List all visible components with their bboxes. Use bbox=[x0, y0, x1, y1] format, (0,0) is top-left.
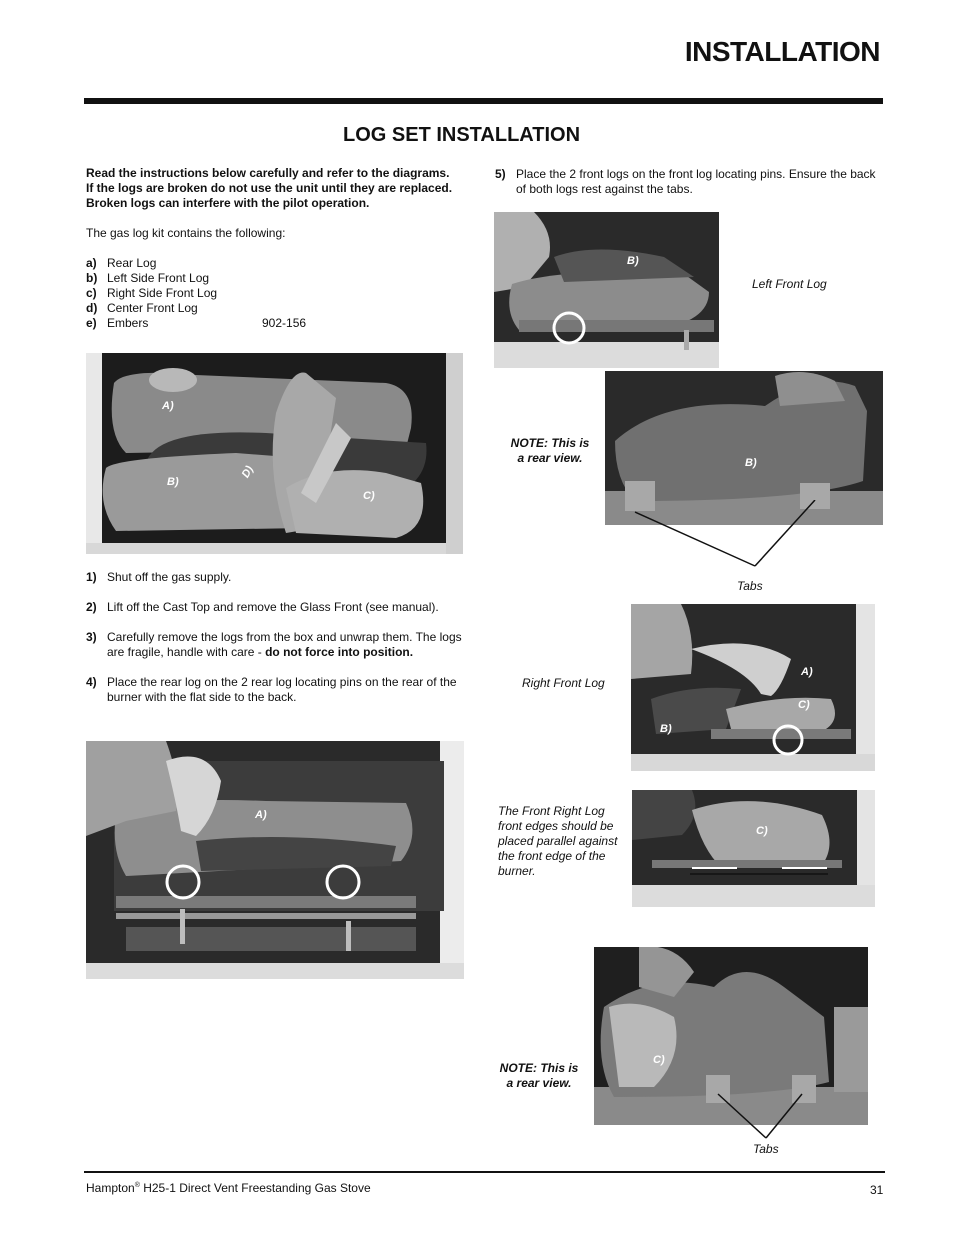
photo-label: B) bbox=[167, 476, 179, 488]
photo-label: C) bbox=[798, 699, 810, 711]
section-title: LOG SET INSTALLATION bbox=[343, 124, 581, 146]
photo-label: A) bbox=[162, 400, 174, 412]
step-4: 4) Place the rear log on the 2 rear log locating pins on the rear of the burner with the flat side to the back. bbox=[86, 675, 457, 704]
caption-tabs-1: Tabs bbox=[737, 579, 763, 593]
warning-line: Read the instructions below carefully and refer to the diagrams. bbox=[86, 166, 450, 180]
footer-title: Hampton® H25-1 Direct Vent Freestanding Gas Stove bbox=[86, 1181, 371, 1195]
warning-text bbox=[86, 166, 476, 211]
kit-list bbox=[86, 256, 306, 331]
step-5: 5) Place the 2 front logs on the front log locating pins. Ensure the back of both logs rest against the tabs. bbox=[495, 167, 876, 196]
caption-right-front-log: Right Front Log bbox=[522, 676, 605, 690]
caption-left-front-log: Left Front Log bbox=[752, 277, 827, 291]
page-title: INSTALLATION bbox=[684, 36, 880, 67]
photo-label: B) bbox=[660, 723, 672, 735]
page-number: 31 bbox=[870, 1183, 884, 1197]
photo-label: C) bbox=[756, 825, 768, 837]
warning-line: Broken logs can interfere with the pilot operation. bbox=[86, 196, 370, 210]
list-item: c) Right Side Front Log bbox=[86, 286, 218, 300]
photo-label: B) bbox=[745, 457, 757, 469]
left-front-log-photo bbox=[494, 212, 719, 368]
photo-label: B) bbox=[627, 255, 639, 267]
step-3: 3) Carefully remove the logs from the box and unwrap them. The logs are fragile, handle with care - do not force into position. bbox=[86, 630, 462, 659]
step-2: 2) Lift off the Cast Top and remove the Glass Front (see manual). bbox=[86, 600, 439, 614]
tabs-pointer-lines bbox=[620, 500, 840, 570]
footer-rule bbox=[84, 1171, 885, 1173]
list-item: d) Center Front Log bbox=[86, 301, 198, 315]
tabs-pointer-lines-2 bbox=[710, 1092, 820, 1142]
note-rear-view-1: NOTE: This is a rear view. bbox=[510, 436, 590, 465]
header-rule bbox=[84, 98, 883, 104]
list-item: e) Embers 902-156 bbox=[86, 316, 307, 330]
warning-line: If the logs are broken do not use the unit until they are replaced. bbox=[86, 181, 453, 195]
log-set-photo bbox=[86, 353, 463, 554]
kit-intro: The gas log kit contains the following: bbox=[86, 226, 286, 240]
right-front-log-photo bbox=[631, 604, 875, 771]
step-1: 1) Shut off the gas supply. bbox=[86, 570, 232, 584]
caption-tabs-2: Tabs bbox=[753, 1142, 779, 1156]
parallel-placement-photo bbox=[632, 790, 875, 907]
note-rear-view-2: NOTE: This is a rear view. bbox=[499, 1061, 579, 1090]
photo-label: C) bbox=[363, 490, 375, 502]
photo-label: A) bbox=[255, 809, 267, 821]
photo-label: C) bbox=[653, 1054, 665, 1066]
photo-label: A) bbox=[801, 666, 813, 678]
rear-log-photo bbox=[86, 741, 464, 979]
list-item: b) Left Side Front Log bbox=[86, 271, 210, 285]
photo-label: D) bbox=[239, 463, 256, 481]
caption-parallel: The Front Right Log front edges should be placed parallel against the front edge of the burner. bbox=[498, 804, 618, 878]
list-item: a) Rear Log bbox=[86, 256, 157, 270]
